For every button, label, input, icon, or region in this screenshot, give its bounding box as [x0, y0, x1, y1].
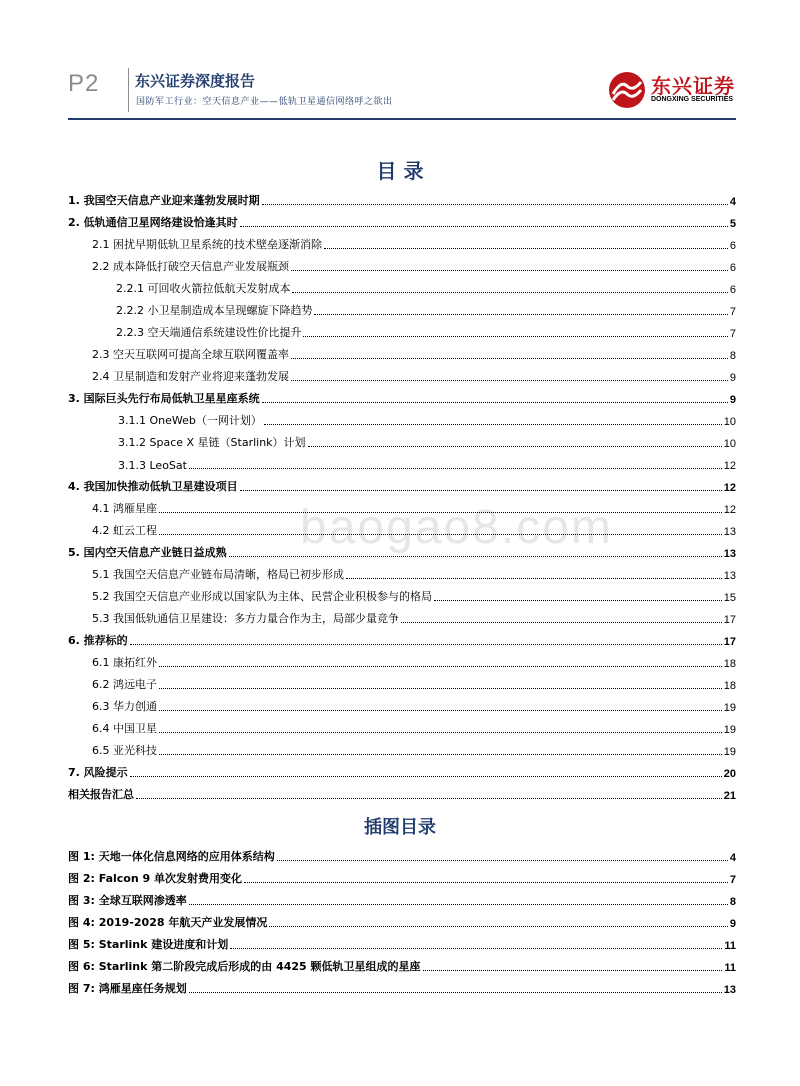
figure-entry[interactable] — [68, 954, 736, 974]
figure-entry[interactable] — [68, 866, 736, 886]
leader-dots — [159, 534, 722, 535]
toc-entry-label: 6.5 亚光科技 — [92, 744, 157, 757]
figure-entry-label: 图 1: 天地一体化信息网络的应用体系结构 — [68, 850, 275, 863]
toc-entry[interactable] — [68, 584, 736, 604]
toc-entry-page: 6 — [729, 240, 736, 252]
toc-entry-page: 9 — [729, 372, 736, 384]
leader-dots — [136, 798, 722, 799]
leader-dots — [314, 314, 727, 315]
toc-entry[interactable] — [68, 760, 736, 780]
toc-entry[interactable] — [68, 232, 736, 252]
toc-entry-label: 2.2.1 可回收火箭拉低航天发射成本 — [116, 282, 291, 295]
leader-dots — [262, 402, 728, 403]
figure-entry[interactable] — [68, 932, 736, 952]
figure-entry[interactable] — [68, 844, 736, 864]
toc-entry-page: 13 — [723, 526, 736, 538]
figure-entry-page: 11 — [724, 962, 736, 974]
report-subtitle: 国防军工行业：空天信息产业——低轨卫星通信网络呼之欲出 — [136, 97, 393, 107]
leader-dots — [292, 292, 727, 293]
toc-entry-page: 7 — [729, 328, 736, 340]
leader-dots — [291, 380, 728, 381]
leader-dots — [264, 424, 722, 425]
toc-entry[interactable] — [68, 430, 736, 450]
toc-entry-page: 19 — [723, 702, 736, 714]
toc-entry[interactable] — [68, 254, 736, 274]
toc-entry-page: 6 — [729, 284, 736, 296]
leader-dots — [159, 732, 722, 733]
leader-dots — [189, 992, 722, 993]
toc-entry[interactable] — [68, 496, 736, 516]
figure-entry[interactable] — [68, 888, 736, 908]
figure-entry-page: 13 — [723, 984, 736, 996]
leader-dots — [423, 970, 723, 971]
leader-dots — [303, 336, 727, 337]
toc-entry[interactable] — [68, 782, 736, 802]
leader-dots — [130, 644, 722, 645]
leader-dots — [291, 358, 728, 359]
leader-dots — [262, 204, 728, 205]
toc-entry-label: 2.4 卫星制造和发射产业将迎来蓬勃发展 — [92, 370, 289, 383]
toc-entry[interactable] — [68, 738, 736, 758]
leader-dots — [434, 600, 722, 601]
leader-dots — [269, 926, 728, 927]
toc-entry-page: 6 — [729, 262, 736, 274]
toc-entry-label: 5.2 我国空天信息产业形成以国家队为主体、民营企业积极参与的格局 — [92, 590, 432, 603]
toc-entry-label: 相关报告汇总 — [68, 788, 134, 801]
leader-dots — [277, 860, 728, 861]
toc-entry-page: 12 — [723, 482, 736, 494]
toc-entry[interactable] — [68, 606, 736, 626]
header-rule — [68, 118, 736, 120]
toc-entry-page: 19 — [723, 724, 736, 736]
leader-dots — [324, 248, 728, 249]
toc-entry-label: 6.4 中国卫星 — [92, 722, 157, 735]
leader-dots — [230, 948, 722, 949]
leader-dots — [189, 468, 722, 469]
toc-entry-page: 18 — [723, 680, 736, 692]
leader-dots — [244, 882, 728, 883]
toc-entry-page: 10 — [723, 438, 736, 450]
toc-entry[interactable] — [68, 408, 736, 428]
toc-entry-label: 7. 风险提示 — [68, 766, 128, 779]
logo-name-cn: 东兴证券 — [651, 74, 735, 98]
toc-entry-label: 3.1.1 OneWeb（一网计划） — [118, 414, 262, 427]
figure-entry-page: 11 — [724, 940, 736, 952]
leader-dots — [159, 754, 722, 755]
toc-entry-page: 12 — [723, 460, 736, 472]
leader-dots — [159, 666, 722, 667]
figure-entry-label: 图 7: 鸿雁星座任务规划 — [68, 982, 187, 995]
toc-entry-page: 17 — [723, 614, 736, 626]
toc-entry-label: 1. 我国空天信息产业迎来蓬勃发展时期 — [68, 194, 260, 207]
leader-dots — [130, 776, 722, 777]
figure-entry-page: 8 — [729, 896, 736, 908]
toc-entry-page: 20 — [723, 768, 736, 780]
toc-entry[interactable] — [68, 452, 736, 472]
report-title: 东兴证券深度报告 — [135, 72, 256, 90]
toc-entry[interactable] — [68, 694, 736, 714]
toc-entry[interactable] — [68, 298, 736, 318]
toc-entry-label: 5.1 我国空天信息产业链布局清晰，格局已初步形成 — [92, 568, 344, 581]
toc-entry-page: 18 — [723, 658, 736, 670]
toc-entry-label: 6.1 康拓红外 — [92, 656, 157, 669]
logo-emblem-icon — [607, 70, 647, 110]
toc-entry-label: 2.2.3 空天端通信系统建设性价比提升 — [116, 326, 302, 339]
figure-entry-page: 4 — [729, 852, 736, 864]
page-number: P2 — [68, 70, 100, 97]
toc-entry[interactable] — [68, 364, 736, 384]
leader-dots — [240, 226, 728, 227]
figure-entry-page: 9 — [729, 918, 736, 930]
toc-entry-page: 15 — [723, 592, 736, 604]
toc-entry-label: 3.1.3 LeoSat — [118, 459, 187, 472]
header-divider — [128, 68, 129, 112]
figure-entry-label: 图 3: 全球互联网渗透率 — [68, 894, 187, 907]
leader-dots — [346, 578, 722, 579]
toc-entry-label: 2.2.2 小卫星制造成本呈现螺旋下降趋势 — [116, 304, 313, 317]
toc-entry-page: 10 — [723, 416, 736, 428]
toc-entry-page: 21 — [723, 790, 736, 802]
figure-entry[interactable] — [68, 910, 736, 930]
toc-entry-label: 4.2 虹云工程 — [92, 524, 157, 537]
toc-entry-label: 2.1 困扰早期低轨卫星系统的技术壁垒逐渐消除 — [92, 238, 322, 251]
toc-entry-label: 2.3 空天互联网可提高全球互联网覆盖率 — [92, 348, 289, 361]
toc-entry-label: 2. 低轨通信卫星网络建设恰逢其时 — [68, 216, 238, 229]
toc-entry-label: 5. 国内空天信息产业链日益成熟 — [68, 546, 227, 559]
leader-dots — [159, 710, 722, 711]
toc-entry-label: 4. 我国加快推动低轨卫星建设项目 — [68, 480, 238, 493]
figure-entry-label: 图 2: Falcon 9 单次发射费用变化 — [68, 872, 242, 885]
figure-entry-label: 图 5: Starlink 建设进度和计划 — [68, 938, 229, 951]
figure-entry-label: 图 4: 2019-2028 年航天产业发展情况 — [68, 916, 268, 929]
figure-entry-label: 图 6: Starlink 第二阶段完成后形成的由 4425 颗低轨卫星组成的星座 — [68, 960, 421, 973]
toc-entry-page: 17 — [723, 636, 736, 648]
toc-entry-label: 6.3 华力创通 — [92, 700, 157, 713]
toc-entry[interactable] — [68, 210, 736, 230]
figures-title: 插图目录 — [364, 817, 436, 838]
page-header — [0, 0, 800, 125]
toc-entry[interactable] — [68, 474, 736, 494]
toc-entry-page: 19 — [723, 746, 736, 758]
leader-dots — [401, 622, 722, 623]
toc-entry[interactable] — [68, 518, 736, 538]
toc-entry[interactable] — [68, 562, 736, 582]
toc-entry-label: 6. 推荐标的 — [68, 634, 128, 647]
toc-entry-label: 6.2 鸿远电子 — [92, 678, 157, 691]
toc-entry-page: 5 — [729, 218, 736, 230]
toc-entry[interactable] — [68, 716, 736, 736]
logo-name-en: DONGXING SECURITIES — [651, 96, 734, 103]
toc-entry[interactable] — [68, 386, 736, 406]
figure-entry[interactable] — [68, 976, 736, 996]
toc-entry-label: 5.3 我国低轨通信卫星建设：多方力量合作为主，局部少量竞争 — [92, 612, 399, 625]
toc-entry-label: 3. 国际巨头先行布局低轨卫星星座系统 — [68, 392, 260, 405]
toc-entry-page: 13 — [723, 548, 736, 560]
toc-entry-page: 7 — [729, 306, 736, 318]
leader-dots — [229, 556, 722, 557]
toc-entry[interactable] — [68, 540, 736, 560]
toc-entry[interactable] — [68, 672, 736, 692]
watermark: baogao8.com — [300, 501, 613, 554]
toc-entry-label: 4.1 鸿雁星座 — [92, 502, 157, 515]
figure-entry-page: 7 — [729, 874, 736, 886]
leader-dots — [159, 688, 722, 689]
leader-dots — [308, 446, 722, 447]
toc-entry[interactable] — [68, 650, 736, 670]
toc-entry-label: 2.2 成本降低打破空天信息产业发展瓶颈 — [92, 260, 289, 273]
toc-entry-page: 13 — [723, 570, 736, 582]
toc-title: 目 录 — [376, 159, 424, 183]
company-logo — [607, 70, 737, 110]
leader-dots — [240, 490, 722, 491]
toc-entry[interactable] — [68, 342, 736, 362]
toc-entry-page: 9 — [729, 394, 736, 406]
toc-entry-page: 12 — [723, 504, 736, 516]
toc-entry[interactable] — [68, 320, 736, 340]
leader-dots — [159, 512, 722, 513]
toc-entry-label: 3.1.2 Space X 星链（Starlink）计划 — [118, 436, 306, 449]
leader-dots — [189, 904, 728, 905]
toc-entry-page: 4 — [729, 196, 736, 208]
leader-dots — [291, 270, 728, 271]
toc-entry[interactable] — [68, 628, 736, 648]
toc-entry[interactable] — [68, 188, 736, 208]
toc-entry-page: 8 — [729, 350, 736, 362]
toc-entry[interactable] — [68, 276, 736, 296]
